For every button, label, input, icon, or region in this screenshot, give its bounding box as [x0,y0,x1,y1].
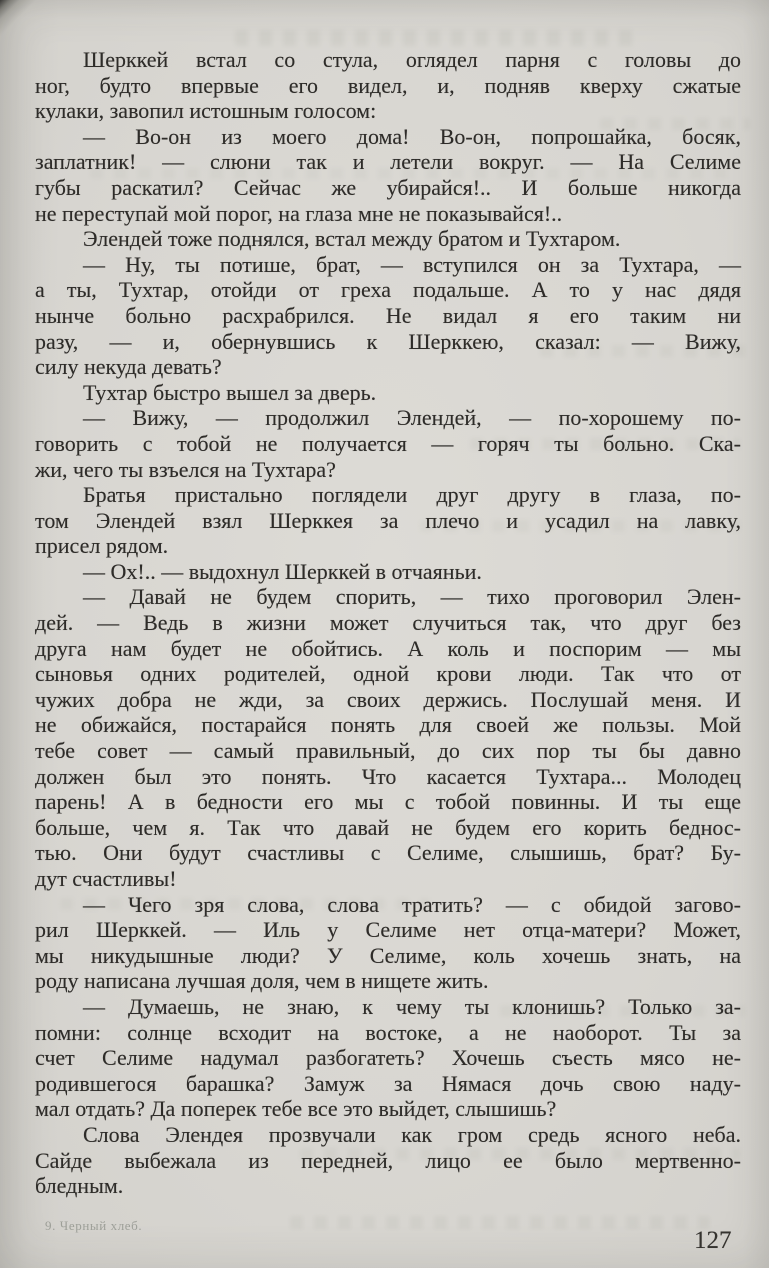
text-line: парень! А в бедности его мы с тобой повинны. И ты еще [35,789,741,815]
text-line: — Во-он из моего дома! Во-он, попрошайка, босяк, [83,123,741,149]
text-line: заплатник! — слюни так и летели вокруг. — На Селиме [35,149,741,175]
text-line: счет Селиме надумал разбогатеть? Хочешь съесть мясо не- [35,1045,741,1071]
text-line: Братья пристально поглядели друг другу в глаза, по- [83,482,741,508]
text-line: — Думаешь, не знаю, к чему ты клонишь? Только за- [83,993,741,1019]
text-line: разу, — и, обернувшись к Шерккею, сказал: — Вижу, [35,328,741,354]
text-line: рил Шерккей. — Иль у Селиме нет отца-матери? Может, [35,917,741,943]
text-line: Слова Элендея прозвучали как гром средь ясного неба. [83,1121,741,1147]
text-line: мы никудышные люди? У Селиме, коль хочешь знать, на [35,942,741,968]
text-line: кулаки, завопил истошным голосом: [35,98,377,124]
text-line: Тухтар быстро вышел за дверь. [83,379,377,405]
text-line: — Ну, ты потише, брат, — вступился он за Тухтара, — [83,251,741,277]
page-text [35,47,741,1199]
text-line: бледным. [35,1173,124,1199]
paragraph [35,1122,741,1199]
text-line: сыновья одних родителей, одной крови люди. Так что от [35,661,741,687]
text-line: говорить с тобой не получается — горяч ты больно. Ска- [35,430,741,456]
text-line: — Чего зря слова, слова тратить? — с обидой загово- [83,891,741,917]
scan-corner-shadow [0,0,42,46]
printers-signature: 9. Черный хлеб. [45,1218,143,1233]
text-line: том Элендей взял Шерккея за плечо и усадил на лавку, [35,507,741,533]
text-line: не обижайся, постарайся понять для своей же пользы. Мой [35,712,741,738]
text-line: друга нам будет не обойтись. А коль и поспорим — мы [35,635,741,661]
bleed-through-smudge [235,30,635,46]
text-line: Шерккей встал со стула, оглядел парня с головы до [83,47,741,72]
text-line: помни: солнце всходит на востоке, а не наоборот. Ты за [35,1019,741,1045]
text-line: дей. — Ведь в жизни может случиться так, что друг без [35,610,741,636]
text-line: — Вижу, — продолжил Элендей, — по-хорошему по- [83,405,741,431]
text-line: — Ох!.. — выдохнул Шерккей в отчаяньи. [83,558,482,584]
text-line: чужих добра не жди, за своих держись. Послушай меня. И [35,686,741,712]
paragraph [35,380,741,406]
text-line: дут счастливы! [35,866,177,891]
paragraph [35,482,741,559]
text-line: Сайде выбежала из передней, лицо ее было мертвенно- [35,1147,741,1173]
paragraph [35,226,741,252]
text-line: больше, чем я. Так что давай не будем его корить беднос- [35,814,741,840]
paragraph [35,892,741,994]
paragraph [35,47,741,124]
text-line: присел рядом. [35,533,169,559]
text-line: должен был это понять. Что касается Тухтара... Молодец [35,763,741,789]
paragraph [35,405,741,482]
text-line: ног, будто впервые его видел, и, подняв кверху сжатые [35,72,741,98]
text-line: не переступай мой порог, на глаза мне не показывайся!.. [35,200,563,226]
text-line: — Давай не будем спорить, — тихо проговорил Элен- [83,584,741,610]
page-number: 127 [694,1227,732,1254]
text-line: жи, чего ты взъелся на Тухтара? [35,456,336,482]
text-line: тебе совет — самый правильный, до сих пор ты бы давно [35,738,741,764]
text-line: мал отдать? Да поперек тебе все это выйдет, слышишь? [35,1096,557,1122]
paragraph [35,252,741,380]
text-line: тью. Они будут счастливы с Селиме, слышишь, брат? Бу- [35,840,741,866]
paragraph [35,584,741,891]
text-line: а ты, Тухтар, отойди от греха подальше. А то у нас дядя [35,277,741,303]
text-line: губы раскатил? Сейчас же убирайся!.. И больше никогда [35,174,741,200]
paragraph [35,559,741,585]
paragraph [35,124,741,226]
text-line: роду написана лучшая доля, чем в нищете жить. [35,968,489,994]
text-line: нынче больно расхрабрился. Не видал я его таким ни [35,302,741,328]
bleed-through-smudge [290,1216,710,1229]
text-line: Элендей тоже поднялся, встал между братом и Тухтаром. [83,226,621,252]
paragraph [35,994,741,1122]
text-line: родившегося барашка? Замуж за Нямася дочь свою наду- [35,1070,741,1096]
text-line: силу некуда девать? [35,354,222,380]
